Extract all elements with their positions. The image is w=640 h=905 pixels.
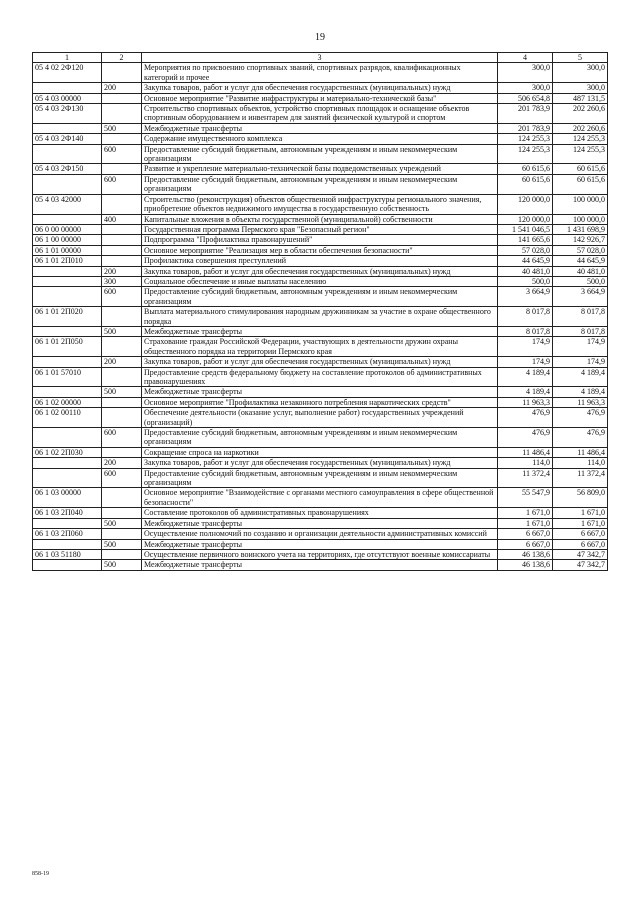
cell-expense-kind: 600 xyxy=(102,287,142,307)
cell-amount-1: 4 189,4 xyxy=(498,367,553,387)
cell-target-code xyxy=(33,468,102,488)
cell-item-name: Межбюджетные трансферты xyxy=(142,326,498,336)
cell-item-name: Выплата материального стимулирования народным дружинникам за участие в охране общественного порядка xyxy=(142,307,498,327)
column-header-kind: 2 xyxy=(102,53,142,63)
cell-amount-2: 60 615,6 xyxy=(553,164,608,174)
cell-target-code: 06 1 01 2П010 xyxy=(33,256,102,266)
cell-expense-kind xyxy=(102,488,142,508)
footer-code: 858-19 xyxy=(32,871,49,877)
cell-amount-1: 8 017,8 xyxy=(498,307,553,327)
cell-amount-2: 124 255,3 xyxy=(553,144,608,164)
cell-amount-2: 174,9 xyxy=(553,337,608,357)
cell-amount-1: 6 667,0 xyxy=(498,529,553,539)
table-row xyxy=(33,508,608,518)
cell-target-code xyxy=(33,539,102,549)
cell-item-name: Строительство (реконструкция) объектов общественной инфраструктуры регионального значения, приобретение объектов недвижимого имущества в государственную собственность xyxy=(142,194,498,214)
cell-item-name: Межбюджетные трансферты xyxy=(142,560,498,570)
cell-expense-kind: 200 xyxy=(102,83,142,93)
cell-expense-kind: 500 xyxy=(102,387,142,397)
cell-target-code xyxy=(33,123,102,133)
table-row xyxy=(33,337,608,357)
cell-amount-1: 60 615,6 xyxy=(498,164,553,174)
cell-target-code: 06 1 01 57010 xyxy=(33,367,102,387)
table-row xyxy=(33,488,608,508)
cell-expense-kind xyxy=(102,408,142,428)
cell-amount-2: 142 926,7 xyxy=(553,235,608,245)
column-header-amount-1: 4 xyxy=(498,53,553,63)
cell-target-code: 06 1 02 00110 xyxy=(33,408,102,428)
cell-expense-kind xyxy=(102,245,142,255)
cell-amount-2: 6 667,0 xyxy=(553,539,608,549)
cell-item-name: Составление протоколов об административных правонарушениях xyxy=(142,508,498,518)
cell-expense-kind xyxy=(102,93,142,103)
cell-target-code xyxy=(33,276,102,286)
cell-amount-1: 114,0 xyxy=(498,458,553,468)
cell-target-code xyxy=(33,214,102,224)
cell-amount-2: 3 664,9 xyxy=(553,287,608,307)
table-row xyxy=(33,104,608,124)
cell-amount-2: 40 481,0 xyxy=(553,266,608,276)
cell-item-name: Закупка товаров, работ и услуг для обеспечения государственных (муниципальных) нужд xyxy=(142,458,498,468)
cell-target-code: 05 4 03 00000 xyxy=(33,93,102,103)
cell-item-name: Социальное обеспечение и иные выплаты населению xyxy=(142,276,498,286)
cell-amount-2: 202 260,6 xyxy=(553,104,608,124)
cell-expense-kind: 600 xyxy=(102,174,142,194)
cell-expense-kind: 500 xyxy=(102,518,142,528)
cell-amount-2: 60 615,6 xyxy=(553,174,608,194)
cell-expense-kind: 600 xyxy=(102,468,142,488)
table-row xyxy=(33,214,608,224)
cell-item-name: Межбюджетные трансферты xyxy=(142,539,498,549)
table-row xyxy=(33,83,608,93)
cell-amount-2: 1 671,0 xyxy=(553,518,608,528)
cell-expense-kind xyxy=(102,164,142,174)
cell-item-name: Закупка товаров, работ и услуг для обеспечения государственных (муниципальных) нужд xyxy=(142,266,498,276)
cell-target-code xyxy=(33,83,102,93)
budget-table xyxy=(32,52,608,571)
cell-amount-2: 500,0 xyxy=(553,276,608,286)
cell-target-code: 06 1 00 00000 xyxy=(33,235,102,245)
column-header-code: 1 xyxy=(33,53,102,63)
table-row xyxy=(33,194,608,214)
column-header-amount-2: 5 xyxy=(553,53,608,63)
table-row xyxy=(33,224,608,234)
cell-amount-1: 46 138,6 xyxy=(498,549,553,559)
cell-expense-kind xyxy=(102,549,142,559)
cell-item-name: Строительство спортивных объектов, устройство спортивных площадок и оснащение объектов спортивным оборудованием и инвентарем для занятий физической культурой и спортом xyxy=(142,104,498,124)
cell-item-name: Предоставление средств федеральному бюджету на составление протоколов об административных правонарушениях xyxy=(142,367,498,387)
cell-amount-2: 114,0 xyxy=(553,458,608,468)
table-row xyxy=(33,276,608,286)
cell-amount-1: 300,0 xyxy=(498,63,553,83)
table-row xyxy=(33,549,608,559)
cell-target-code: 06 1 02 2П030 xyxy=(33,447,102,457)
cell-amount-2: 124 255,3 xyxy=(553,134,608,144)
table-row xyxy=(33,245,608,255)
cell-target-code: 06 1 01 2П050 xyxy=(33,337,102,357)
page-number: 19 xyxy=(315,32,325,43)
cell-amount-2: 1 431 698,9 xyxy=(553,224,608,234)
cell-amount-2: 476,9 xyxy=(553,408,608,428)
cell-target-code: 06 1 01 00000 xyxy=(33,245,102,255)
cell-amount-1: 60 615,6 xyxy=(498,174,553,194)
cell-expense-kind: 400 xyxy=(102,214,142,224)
cell-amount-2: 6 667,0 xyxy=(553,529,608,539)
table-row xyxy=(33,518,608,528)
table-row xyxy=(33,529,608,539)
cell-amount-1: 506 654,8 xyxy=(498,93,553,103)
cell-amount-2: 100 000,0 xyxy=(553,194,608,214)
table-row xyxy=(33,408,608,428)
cell-target-code xyxy=(33,357,102,367)
cell-expense-kind xyxy=(102,256,142,266)
table-row xyxy=(33,387,608,397)
cell-item-name: Закупка товаров, работ и услуг для обеспечения государственных (муниципальных) нужд xyxy=(142,357,498,367)
cell-amount-2: 8 017,8 xyxy=(553,326,608,336)
table-row xyxy=(33,326,608,336)
cell-item-name: Развитие и укрепление материально-технической базы подведомственных учреждений xyxy=(142,164,498,174)
cell-target-code xyxy=(33,428,102,448)
cell-amount-2: 47 342,7 xyxy=(553,560,608,570)
cell-amount-2: 487 131,5 xyxy=(553,93,608,103)
cell-expense-kind xyxy=(102,529,142,539)
cell-item-name: Страхование граждан Российской Федерации, участвующих в деятельности дружин охраны общественного порядка на территории Пермского края xyxy=(142,337,498,357)
cell-amount-1: 3 664,9 xyxy=(498,287,553,307)
cell-target-code xyxy=(33,266,102,276)
table-row xyxy=(33,357,608,367)
cell-amount-2: 1 671,0 xyxy=(553,508,608,518)
table-row xyxy=(33,93,608,103)
cell-amount-1: 57 028,0 xyxy=(498,245,553,255)
table-row xyxy=(33,235,608,245)
cell-expense-kind xyxy=(102,63,142,83)
cell-expense-kind: 200 xyxy=(102,357,142,367)
cell-target-code xyxy=(33,144,102,164)
cell-expense-kind xyxy=(102,224,142,234)
cell-amount-1: 55 547,9 xyxy=(498,488,553,508)
cell-item-name: Обеспечение деятельности (оказание услуг, выполнение работ) государственных учреждений (организаций) xyxy=(142,408,498,428)
cell-amount-2: 47 342,7 xyxy=(553,549,608,559)
cell-expense-kind xyxy=(102,104,142,124)
table-row xyxy=(33,447,608,457)
table-row xyxy=(33,468,608,488)
cell-amount-2: 4 189,4 xyxy=(553,387,608,397)
table-row xyxy=(33,134,608,144)
table-row xyxy=(33,560,608,570)
cell-amount-2: 174,9 xyxy=(553,357,608,367)
cell-target-code: 05 4 03 2Ф150 xyxy=(33,164,102,174)
budget-table-container xyxy=(32,52,607,571)
cell-item-name: Закупка товаров, работ и услуг для обеспечения государственных (муниципальных) нужд xyxy=(142,83,498,93)
cell-target-code: 06 1 03 2П040 xyxy=(33,508,102,518)
cell-amount-1: 120 000,0 xyxy=(498,214,553,224)
table-row xyxy=(33,458,608,468)
cell-amount-2: 44 645,9 xyxy=(553,256,608,266)
cell-expense-kind xyxy=(102,447,142,457)
cell-expense-kind xyxy=(102,194,142,214)
cell-target-code: 06 1 02 00000 xyxy=(33,397,102,407)
cell-amount-1: 6 667,0 xyxy=(498,539,553,549)
cell-amount-1: 46 138,6 xyxy=(498,560,553,570)
cell-item-name: Предоставление субсидий бюджетным, автономным учреждениям и иным некоммерческим организациям xyxy=(142,144,498,164)
cell-amount-2: 11 486,4 xyxy=(553,447,608,457)
cell-expense-kind: 200 xyxy=(102,458,142,468)
cell-amount-1: 500,0 xyxy=(498,276,553,286)
cell-expense-kind xyxy=(102,307,142,327)
cell-amount-1: 476,9 xyxy=(498,428,553,448)
cell-item-name: Межбюджетные трансферты xyxy=(142,123,498,133)
table-row xyxy=(33,539,608,549)
cell-expense-kind xyxy=(102,397,142,407)
table-row xyxy=(33,266,608,276)
cell-amount-1: 8 017,8 xyxy=(498,326,553,336)
cell-expense-kind: 500 xyxy=(102,326,142,336)
cell-amount-2: 100 000,0 xyxy=(553,214,608,224)
cell-item-name: Подпрограмма "Профилактика правонарушений" xyxy=(142,235,498,245)
table-row xyxy=(33,164,608,174)
cell-amount-1: 124 255,3 xyxy=(498,144,553,164)
table-row xyxy=(33,123,608,133)
cell-amount-2: 56 809,0 xyxy=(553,488,608,508)
header-row xyxy=(33,53,608,63)
cell-amount-1: 174,9 xyxy=(498,337,553,357)
cell-amount-1: 476,9 xyxy=(498,408,553,428)
cell-expense-kind xyxy=(102,337,142,357)
cell-target-code: 06 1 01 2П020 xyxy=(33,307,102,327)
column-header-name: 3 xyxy=(142,53,498,63)
cell-target-code xyxy=(33,518,102,528)
cell-item-name: Основное мероприятие "Развитие инфраструктуры и материально-технической базы" xyxy=(142,93,498,103)
cell-item-name: Основное мероприятие "Реализация мер в области обеспечения безопасности" xyxy=(142,245,498,255)
cell-amount-2: 8 017,8 xyxy=(553,307,608,327)
cell-amount-1: 11 486,4 xyxy=(498,447,553,457)
cell-target-code: 05 4 03 42000 xyxy=(33,194,102,214)
table-row xyxy=(33,63,608,83)
cell-amount-1: 120 000,0 xyxy=(498,194,553,214)
cell-amount-2: 202 260,6 xyxy=(553,123,608,133)
cell-item-name: Содержание имущественного комплекса xyxy=(142,134,498,144)
cell-amount-2: 57 028,0 xyxy=(553,245,608,255)
cell-amount-1: 44 645,9 xyxy=(498,256,553,266)
cell-amount-1: 300,0 xyxy=(498,83,553,93)
cell-amount-1: 40 481,0 xyxy=(498,266,553,276)
cell-item-name: Осуществление полномочий по созданию и организации деятельности административных комиссий xyxy=(142,529,498,539)
table-row xyxy=(33,174,608,194)
cell-target-code xyxy=(33,174,102,194)
cell-item-name: Предоставление субсидий бюджетным, автономным учреждениям и иным некоммерческим организациям xyxy=(142,468,498,488)
cell-item-name: Осуществление первичного воинского учета на территориях, где отсутствуют военные комиссариаты xyxy=(142,549,498,559)
table-body xyxy=(33,63,608,570)
cell-item-name: Предоставление субсидий бюджетным, автономным учреждениям и иным некоммерческим организациям xyxy=(142,287,498,307)
cell-expense-kind xyxy=(102,134,142,144)
cell-target-code: 06 1 03 2П060 xyxy=(33,529,102,539)
cell-amount-1: 4 189,4 xyxy=(498,387,553,397)
cell-amount-2: 300,0 xyxy=(553,83,608,93)
cell-expense-kind: 600 xyxy=(102,428,142,448)
cell-target-code: 05 4 03 2Ф140 xyxy=(33,134,102,144)
cell-item-name: Мероприятия по присвоению спортивных званий, спортивных разрядов, квалификационных категорий и прочее xyxy=(142,63,498,83)
cell-amount-1: 201 783,9 xyxy=(498,123,553,133)
cell-item-name: Межбюджетные трансферты xyxy=(142,387,498,397)
cell-target-code xyxy=(33,287,102,307)
table-row xyxy=(33,428,608,448)
cell-expense-kind: 200 xyxy=(102,266,142,276)
cell-amount-2: 300,0 xyxy=(553,63,608,83)
cell-expense-kind: 500 xyxy=(102,539,142,549)
cell-expense-kind xyxy=(102,508,142,518)
cell-expense-kind: 300 xyxy=(102,276,142,286)
cell-target-code: 06 1 03 51180 xyxy=(33,549,102,559)
cell-item-name: Профилактика совершения преступлений xyxy=(142,256,498,266)
cell-amount-1: 174,9 xyxy=(498,357,553,367)
cell-amount-2: 11 963,3 xyxy=(553,397,608,407)
cell-target-code: 05 4 02 2Ф120 xyxy=(33,63,102,83)
cell-item-name: Государственная программа Пермского края "Безопасный регион" xyxy=(142,224,498,234)
table-row xyxy=(33,287,608,307)
table-row xyxy=(33,307,608,327)
cell-amount-1: 141 665,6 xyxy=(498,235,553,245)
cell-target-code: 06 0 00 00000 xyxy=(33,224,102,234)
cell-item-name: Капитальные вложения в объекты государственной (муниципальной) собственности xyxy=(142,214,498,224)
cell-amount-1: 11 372,4 xyxy=(498,468,553,488)
cell-amount-2: 11 372,4 xyxy=(553,468,608,488)
table-row xyxy=(33,144,608,164)
table-row xyxy=(33,397,608,407)
cell-amount-2: 476,9 xyxy=(553,428,608,448)
cell-target-code: 06 1 03 00000 xyxy=(33,488,102,508)
cell-amount-1: 1 541 046,5 xyxy=(498,224,553,234)
cell-item-name: Основное мероприятие "Взаимодействие с органами местного самоуправления в сфере общественной безопасности" xyxy=(142,488,498,508)
table-row xyxy=(33,256,608,266)
cell-amount-1: 201 783,9 xyxy=(498,104,553,124)
cell-item-name: Межбюджетные трансферты xyxy=(142,518,498,528)
cell-target-code: 05 4 03 2Ф130 xyxy=(33,104,102,124)
cell-amount-1: 1 671,0 xyxy=(498,508,553,518)
cell-target-code xyxy=(33,326,102,336)
cell-item-name: Предоставление субсидий бюджетным, автономным учреждениям и иным некоммерческим организациям xyxy=(142,428,498,448)
table-row xyxy=(33,367,608,387)
cell-target-code xyxy=(33,387,102,397)
cell-amount-1: 11 963,3 xyxy=(498,397,553,407)
cell-expense-kind: 500 xyxy=(102,560,142,570)
cell-amount-1: 124 255,3 xyxy=(498,134,553,144)
cell-expense-kind: 500 xyxy=(102,123,142,133)
cell-amount-2: 4 189,4 xyxy=(553,367,608,387)
cell-item-name: Основное мероприятие "Профилактика незаконного потребления наркотических средств" xyxy=(142,397,498,407)
cell-expense-kind: 600 xyxy=(102,144,142,164)
cell-expense-kind xyxy=(102,367,142,387)
cell-target-code xyxy=(33,458,102,468)
cell-item-name: Предоставление субсидий бюджетным, автономным учреждениям и иным некоммерческим организациям xyxy=(142,174,498,194)
cell-target-code xyxy=(33,560,102,570)
cell-amount-1: 1 671,0 xyxy=(498,518,553,528)
cell-item-name: Сокращение спроса на наркотики xyxy=(142,447,498,457)
cell-expense-kind xyxy=(102,235,142,245)
